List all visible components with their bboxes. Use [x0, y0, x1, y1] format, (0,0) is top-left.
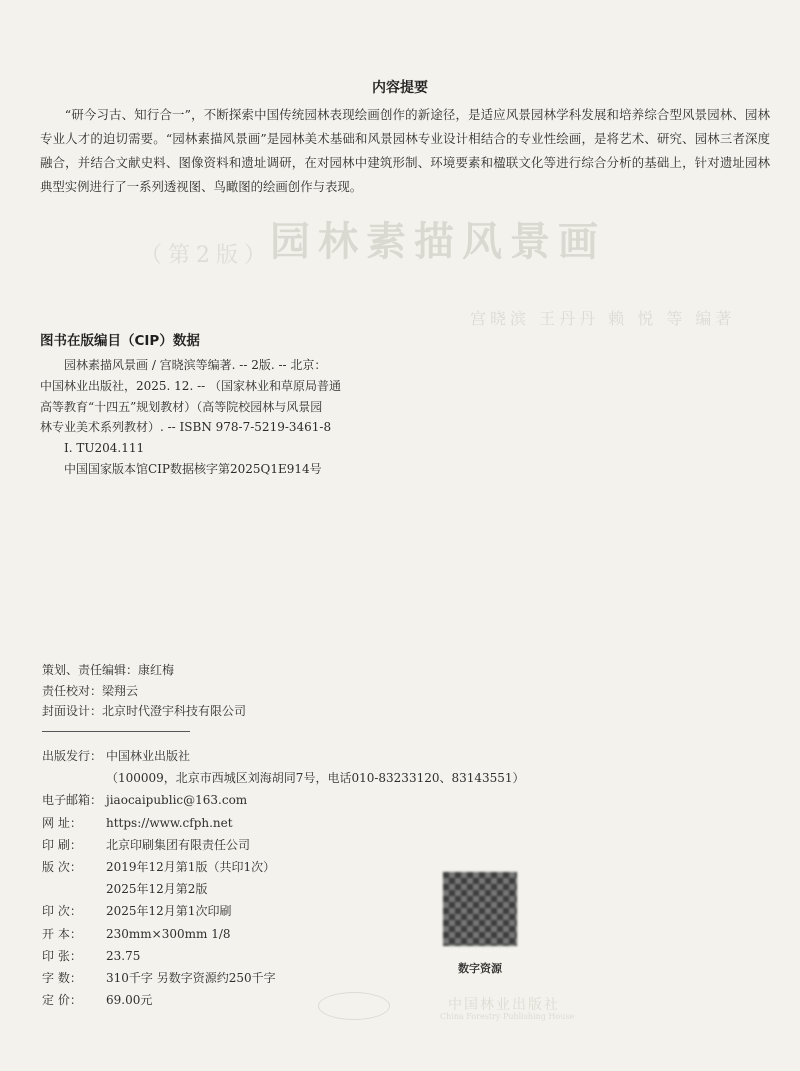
credits-block: [42, 660, 246, 722]
pub-label: 印 次：: [42, 904, 82, 919]
summary-title: 内容提要: [372, 80, 428, 96]
pub-label: 开 本：: [42, 926, 82, 941]
show-through-edition: （第2版）: [140, 243, 272, 268]
cip-classification: Ⅰ. TU204.111: [64, 441, 145, 456]
email-link[interactable]: jiaocaipublic@163.com: [106, 793, 248, 808]
pub-label: 印 刷：: [42, 837, 82, 852]
pub-value: 23.75: [106, 948, 141, 963]
qr-caption: 数字资源: [458, 962, 502, 975]
pub-label: 定 价：: [42, 993, 82, 1008]
cip-block: [40, 331, 340, 480]
pub-label: 网 址：: [42, 815, 82, 830]
pub-label: 字 数：: [42, 970, 82, 985]
publisher-watermark-text: 中国林业出版社: [448, 997, 560, 1013]
pub-label: 印 张：: [42, 948, 82, 963]
pub-value: 2025年12月第2版: [106, 882, 208, 897]
summary-body: “研今习古、知行合一”，不断探索中国传统园林表现绘画创作的新途径，是适应风景园林学科发展和培养综合型风景园林、园林专业人才的迫切需要。“园林素描风景画”是园林美术基础和风景园林专业设计相结合的专业性绘画，是将艺术、研究、园林三者深度融合，并结合文献史料、图像资料和遗址调研，在对园林中建筑形制、环境要素和楹联文化等进行综合分析的基础上，针对遗址园林典型实例进行了一系列透视图、鸟瞰图的绘画创作与表现。: [40, 107, 770, 194]
pub-row-printer: [42, 834, 525, 856]
show-through-authors: 宫晓滨 王丹丹 赖 悦 等 编著: [470, 309, 736, 328]
credit-proofreader: 责任校对：梁翔云: [42, 683, 139, 698]
cip-record-number: 中国国家版本馆CIP数据核字第2025Q1E914号: [64, 461, 322, 476]
pub-value: 2019年12月第1版（共印1次）: [106, 859, 276, 874]
pub-row-email: [42, 789, 525, 811]
publisher-watermark-en: China Forestry Publishing House: [440, 1012, 575, 1021]
pub-label: 版 次：: [42, 859, 82, 874]
pub-value: 2025年12月第1次印刷: [106, 904, 232, 919]
pub-row-address: [42, 767, 525, 789]
qr-code[interactable]: [443, 872, 517, 946]
pub-value: 中国林业出版社: [106, 749, 191, 763]
credit-editor: 策划、责任编辑：康红梅: [42, 663, 175, 677]
pub-value: 69.00元: [106, 993, 153, 1008]
pub-value: 310千字 另数字资源约250千字: [106, 970, 276, 985]
pub-label: 电子邮箱：: [42, 793, 103, 808]
pub-value: 230mm×300mm 1/8: [106, 926, 231, 941]
divider: [42, 731, 190, 732]
cip-line: 园林素描风景画 / 宫晓滨等编著. -- 2版. -- 北京：: [64, 358, 327, 372]
pub-row-publisher: [42, 745, 525, 767]
cip-title: 图书在版编目（CIP）数据: [40, 333, 200, 349]
cip-line: 中国林业出版社，2025. 12. -- （国家林业和草原局普通: [40, 378, 341, 393]
website-link[interactable]: https://www.cfph.net: [106, 815, 233, 830]
show-through-title: 园林素描风景画: [270, 218, 606, 265]
credit-cover-design: 封面设计：北京时代澄宇科技有限公司: [42, 704, 247, 718]
cip-line: 林专业美术系列教材）. -- ISBN 978-7-5219-3461-8: [40, 420, 332, 435]
pub-label: 出版发行：: [42, 749, 103, 763]
publisher-logo-watermark: [318, 992, 390, 1020]
pub-value: （100009，北京市西城区刘海胡同7号，电话010-83233120、83143551）: [106, 771, 525, 786]
cip-line: 高等教育“十四五”规划教材）（高等院校园林与风景园: [40, 399, 323, 414]
pub-row-website: [42, 812, 525, 834]
pub-value: 北京印刷集团有限责任公司: [106, 837, 251, 852]
